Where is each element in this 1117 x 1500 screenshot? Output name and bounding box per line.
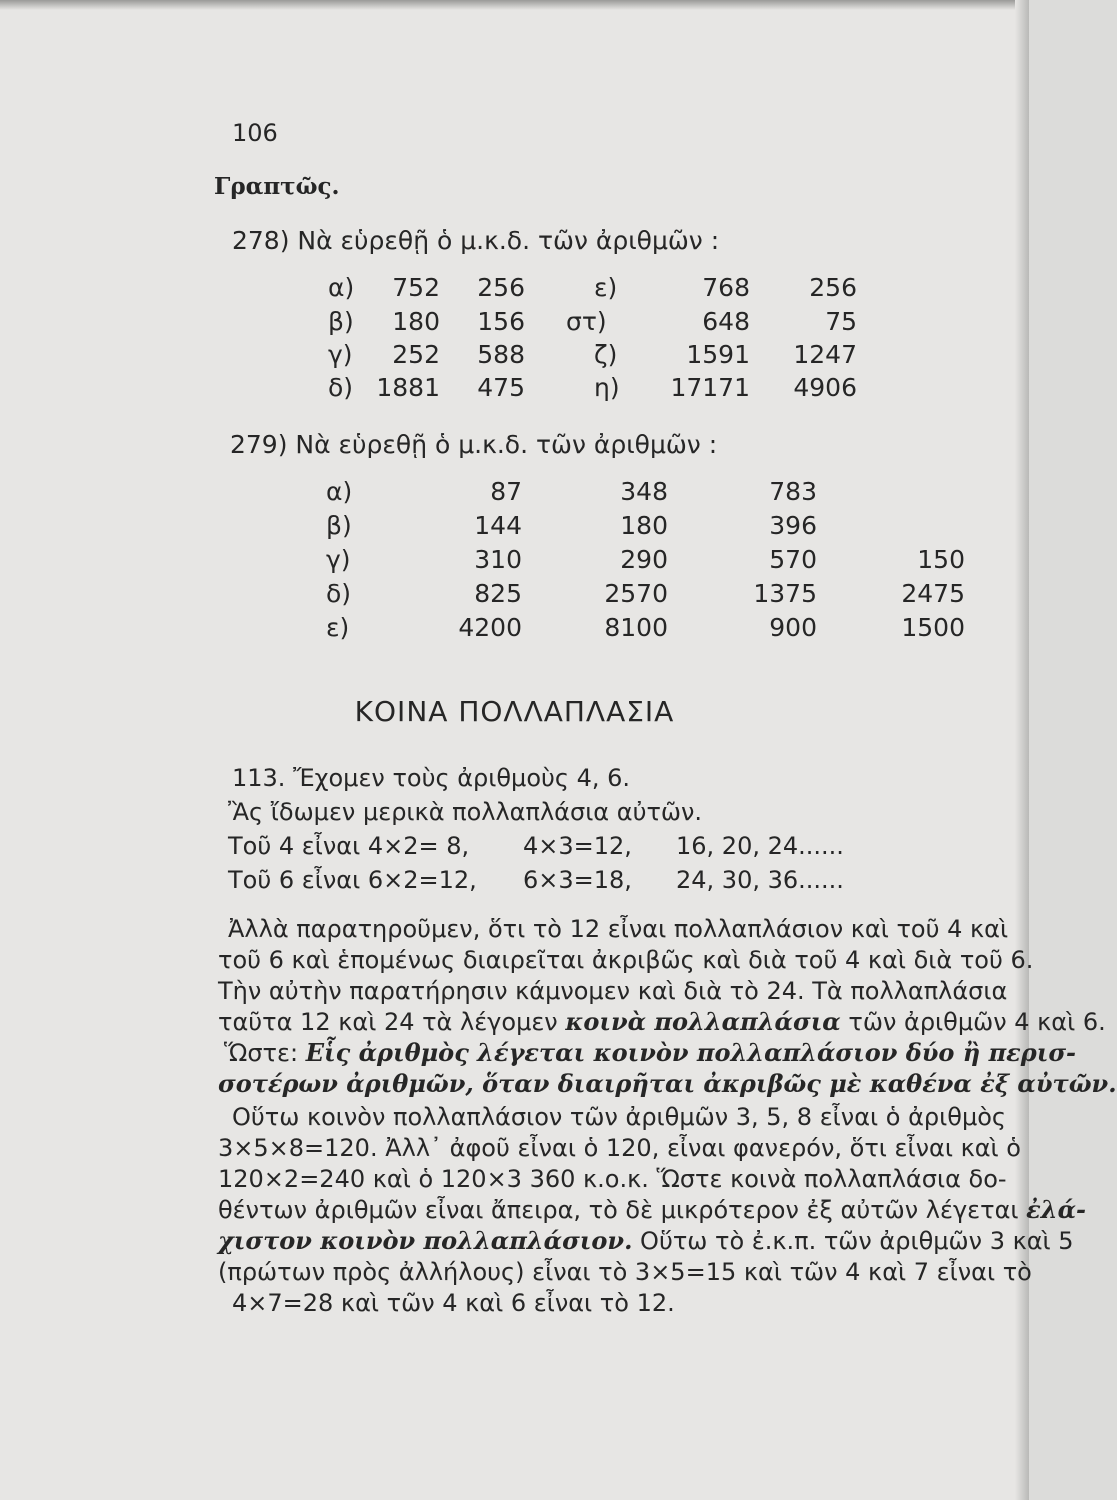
s113-line2: Ἂς ἴδωμεν μερικὰ πολλαπλάσια αὐτῶν. — [228, 798, 703, 826]
cell-value: 310 — [474, 545, 522, 574]
text-line — [218, 1226, 1074, 1257]
cell-value: 150 — [917, 545, 965, 574]
exercise-279-title: 279) Νὰ εὑρεθῇ ὁ μ.κ.δ. τῶν ἀριθμῶν : — [230, 430, 718, 459]
text-line: τοῦ 6 καὶ ἑπομένως διαιρεῖται ἀκριβῶς καὶ διὰ τοῦ 4 καὶ διὰ τοῦ 6. — [218, 946, 1034, 974]
row-label: ζ) — [594, 340, 618, 369]
row-label: α) — [326, 477, 353, 506]
cell-value: 570 — [769, 545, 817, 574]
text-line: 3×5×8=120. Ἀλλ᾽ ἀφοῦ εἶναι ὁ 120, εἶναι φανερόν, ὅτι εἶναι καὶ ὁ — [218, 1134, 1021, 1162]
row-label: η) — [594, 373, 620, 402]
row-label: ε) — [326, 613, 350, 642]
cell-value: 75 — [825, 307, 857, 336]
multiples-of-4-first: Τοῦ 4 εἶναι 4×2= 8, — [228, 832, 470, 860]
cell-value: 348 — [620, 477, 668, 506]
cell-value: 256 — [809, 273, 857, 302]
cell-value: 1375 — [753, 579, 817, 608]
row-label: β) — [328, 307, 354, 336]
cell-value: 752 — [392, 273, 440, 302]
row-label: β) — [326, 511, 352, 540]
emphasized-term: κοινὰ πολλαπλάσια — [565, 1007, 841, 1036]
text-line: Οὕτω κοινὸν πολλαπλάσιον τῶν ἀριθμῶν 3, 5, 8 εἶναι ὁ ἀριθμὸς — [232, 1103, 1006, 1131]
section-label: Γραπτῶς. — [214, 173, 340, 200]
page-number: 106 — [232, 119, 278, 147]
text-line — [224, 1038, 1076, 1069]
text-line — [218, 1195, 1087, 1226]
s113-line1: 113. Ἔχομεν τοὺς ἀριθμοὺς 4, 6. — [232, 764, 631, 792]
multiples-of-6-first: Τοῦ 6 εἶναι 6×2=12, — [228, 866, 477, 894]
cell-value: 783 — [769, 477, 817, 506]
cell-value: 475 — [477, 373, 525, 402]
row-label: α) — [328, 273, 355, 302]
multiples-of-4-second: 4×3=12, — [523, 832, 632, 860]
text-run: Οὕτω τὸ ἐ.κ.π. τῶν ἀριθμῶν 3 καὶ 5 — [632, 1227, 1074, 1255]
cell-value: 648 — [702, 307, 750, 336]
emphasized-term: χιστον κοινὸν πολλαπλάσιον. — [218, 1226, 633, 1255]
exercise-278-title: 278) Νὰ εὑρεθῇ ὁ μ.κ.δ. τῶν ἀριθμῶν : — [232, 226, 720, 255]
text-line: 4×7=28 καὶ τῶν 4 καὶ 6 εἶναι τὸ 12. — [232, 1289, 675, 1317]
text-run: ταῦτα 12 καὶ 24 τὰ λέγομεν — [218, 1008, 566, 1036]
cell-value: 87 — [490, 477, 522, 506]
row-label: δ) — [326, 579, 352, 608]
cell-value: 396 — [769, 511, 817, 540]
cell-value: 2570 — [604, 579, 668, 608]
cell-value: 156 — [477, 307, 525, 336]
text-run: τῶν ἀριθμῶν 4 καὶ 6. — [840, 1008, 1106, 1036]
definition-text: Εἷς ἀριθμὸς λέγεται κοινὸν πολλαπλάσιον δύο ἢ περισ- — [305, 1038, 1076, 1067]
cell-value: 180 — [620, 511, 668, 540]
cell-value: 588 — [477, 340, 525, 369]
cell-value: 144 — [474, 511, 522, 540]
cell-value: 290 — [620, 545, 668, 574]
text-line: (πρώτων πρὸς ἀλλήλους) εἶναι τὸ 3×5=15 καὶ τῶν 4 καὶ 7 εἶναι τὸ — [218, 1258, 1032, 1286]
cell-value: 17171 — [670, 373, 750, 402]
page-top-edge — [0, 0, 1029, 10]
text-line — [218, 1007, 1106, 1038]
multiples-of-6-rest: 24, 30, 36...... — [676, 866, 844, 894]
emphasized-term: ἐλά- — [1026, 1195, 1087, 1224]
cell-value: 1881 — [376, 373, 440, 402]
cell-value: 825 — [474, 579, 522, 608]
row-label: στ) — [566, 307, 607, 336]
row-label: δ) — [328, 373, 354, 402]
cell-value: 1591 — [686, 340, 750, 369]
text-run: θέντων ἀριθμῶν εἶναι ἄπειρα, τὸ δὲ μικρότερον ἐξ αὐτῶν λέγεται — [218, 1196, 1027, 1224]
text-line: Τὴν αὐτὴν παρατήρησιν κάμνομεν καὶ διὰ τὸ 24. Τὰ πολλαπλάσια — [218, 977, 1008, 1005]
text-line: Ἀλλὰ παρατηροῦμεν, ὅτι τὸ 12 εἶναι πολλαπλάσιον καὶ τοῦ 4 καὶ — [228, 915, 1009, 943]
text-line: 120×2=240 καὶ ὁ 120×3 360 κ.ο.κ. Ὥστε κοινὰ πολλαπλάσια δο- — [218, 1165, 1007, 1193]
row-label: γ) — [326, 545, 351, 574]
cell-value: 256 — [477, 273, 525, 302]
cell-value: 252 — [392, 340, 440, 369]
cell-value: 180 — [392, 307, 440, 336]
row-label: ε) — [594, 273, 618, 302]
multiples-of-4-rest: 16, 20, 24...... — [676, 832, 844, 860]
cell-value: 1247 — [793, 340, 857, 369]
section-heading: ΚΟΙΝΑ ΠΟΛΛΑΠΛΑΣΙΑ — [354, 695, 675, 728]
cell-value: 768 — [702, 273, 750, 302]
row-label: γ) — [328, 340, 353, 369]
multiples-of-6-second: 6×3=18, — [523, 866, 632, 894]
cell-value: 900 — [769, 613, 817, 642]
cell-value: 8100 — [604, 613, 668, 642]
text-run: Ὥστε: — [224, 1039, 306, 1067]
cell-value: 4200 — [458, 613, 522, 642]
cell-value: 1500 — [901, 613, 965, 642]
definition-text: σοτέρων ἀριθμῶν, ὅταν διαιρῆται ἀκριβῶς μὲ καθένα ἐξ αὐτῶν. — [218, 1069, 1117, 1098]
cell-value: 2475 — [901, 579, 965, 608]
cell-value: 4906 — [793, 373, 857, 402]
